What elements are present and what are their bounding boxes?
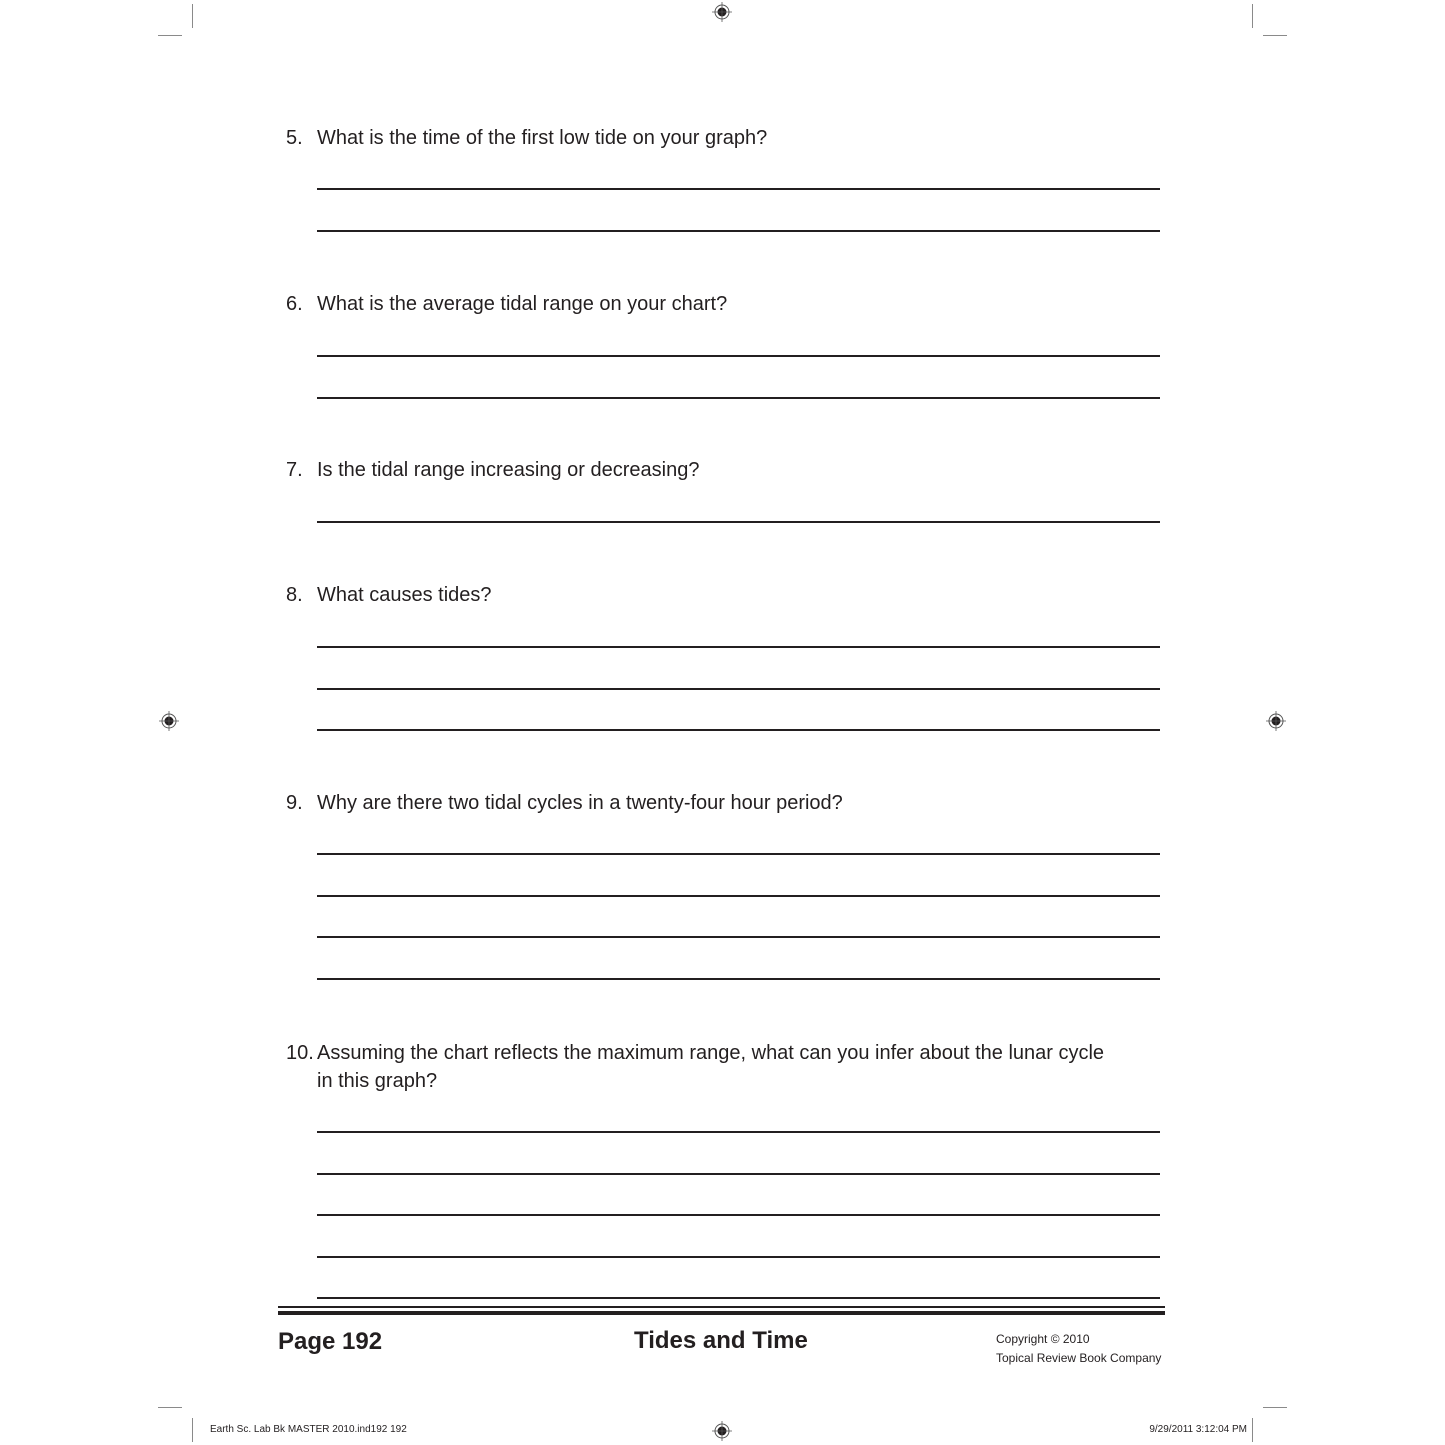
answer-line[interactable] <box>317 936 1160 938</box>
answer-line[interactable] <box>317 521 1160 523</box>
answer-line[interactable] <box>317 853 1160 855</box>
answer-line[interactable] <box>317 688 1160 690</box>
crop-mark-icon <box>192 4 193 28</box>
answer-line[interactable] <box>317 1256 1160 1258</box>
registration-mark-icon <box>159 711 179 731</box>
answer-line[interactable] <box>317 1131 1160 1133</box>
question-text: What causes tides? <box>317 584 492 606</box>
question-number: 10. <box>286 1042 314 1064</box>
slug-timestamp: 9/29/2011 3:12:04 PM <box>1149 1424 1247 1435</box>
question-text: Why are there two tidal cycles in a twenty-four hour period? <box>317 792 843 814</box>
footer-rule <box>278 1306 1165 1308</box>
question-number: 9. <box>286 792 303 814</box>
copyright-block <box>996 1330 1161 1368</box>
crop-mark-icon <box>1252 1418 1253 1442</box>
answer-line[interactable] <box>317 646 1160 648</box>
registration-mark-icon <box>712 1421 732 1441</box>
footer-rule <box>278 1311 1165 1315</box>
copyright-text: Copyright © 2010 <box>996 1332 1090 1346</box>
crop-mark-icon <box>192 1418 193 1442</box>
answer-line[interactable] <box>317 230 1160 232</box>
registration-mark-icon <box>712 2 732 22</box>
question-text: Is the tidal range increasing or decreasing? <box>317 459 700 481</box>
answer-line[interactable] <box>317 1297 1160 1299</box>
question-number: 5. <box>286 127 303 149</box>
answer-line[interactable] <box>317 397 1160 399</box>
question-number: 8. <box>286 584 303 606</box>
question-text: What is the average tidal range on your chart? <box>317 293 728 315</box>
question-text: Assuming the chart reflects the maximum range, what can you infer about the lunar cycle in this graph? <box>317 1042 1105 1092</box>
chapter-title: Tides and Time <box>634 1327 808 1354</box>
publisher-text: Topical Review Book Company <box>996 1351 1162 1365</box>
question-number: 7. <box>286 459 303 481</box>
answer-line[interactable] <box>317 729 1160 731</box>
answer-line[interactable] <box>317 978 1160 980</box>
page-number: Page 192 <box>278 1328 383 1355</box>
question-text: What is the time of the first low tide on your graph? <box>317 127 768 149</box>
crop-mark-icon <box>1263 1407 1287 1408</box>
answer-line[interactable] <box>317 895 1160 897</box>
registration-mark-icon <box>1266 711 1286 731</box>
question-number: 6. <box>286 293 303 315</box>
crop-mark-icon <box>1252 4 1253 28</box>
crop-mark-icon <box>1263 35 1287 36</box>
answer-line[interactable] <box>317 188 1160 190</box>
answer-line[interactable] <box>317 355 1160 357</box>
slug-filename: Earth Sc. Lab Bk MASTER 2010.ind192 192 <box>210 1424 407 1435</box>
crop-mark-icon <box>158 35 182 36</box>
crop-mark-icon <box>158 1407 182 1408</box>
answer-line[interactable] <box>317 1214 1160 1216</box>
answer-line[interactable] <box>317 1173 1160 1175</box>
